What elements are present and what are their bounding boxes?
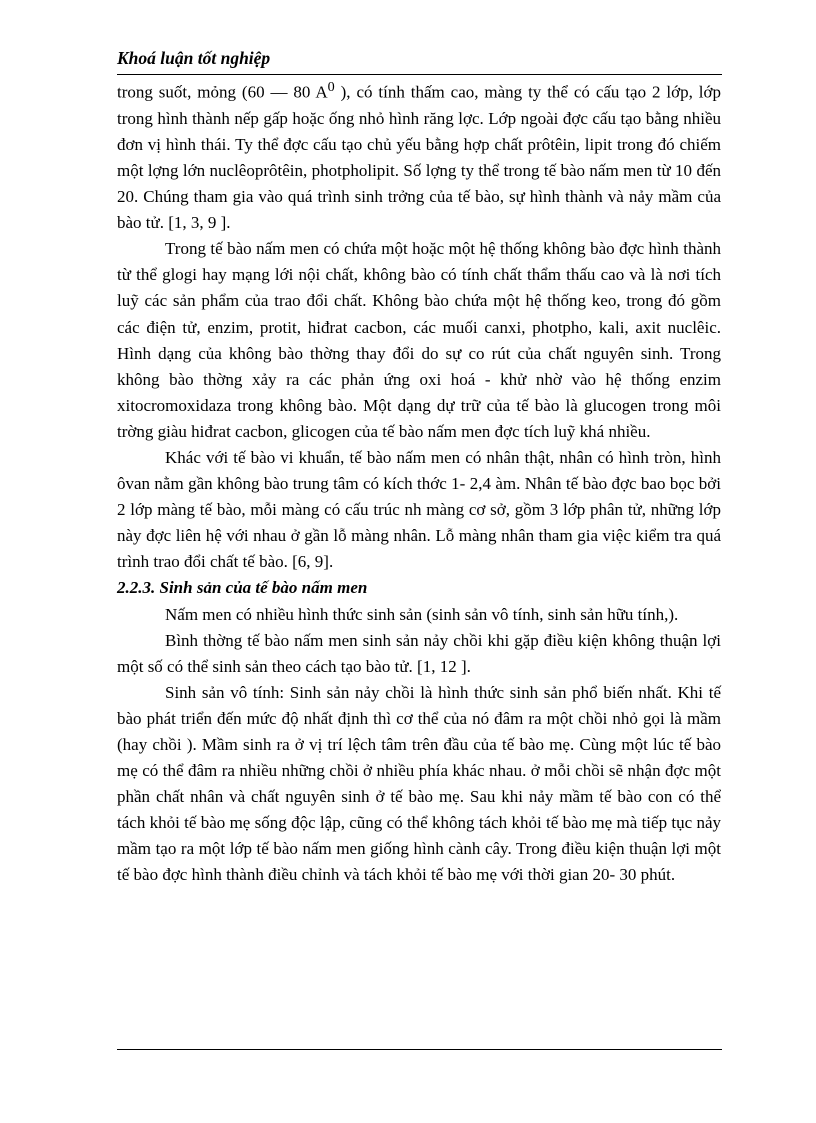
header-title: Khoá luận tốt nghiệp (117, 48, 271, 68)
page-content (117, 74, 721, 889)
paragraph-vacuole: Trong tế bào nấm men có chứa một hoặc một hệ thống không bào đợc hình thành từ thể glogi hay mạng lới nội chất, không bào có tính chất thẩm thấu cao và là nơi tích luỹ các sản phẩm của trao đổi chất. Không bào chứa một hệ thống keo, trong đó gồm các điện tử, enzim, protit, hiđrat cacbon, các muối canxi, photpho, kali, axit nuclêic. Hình dạng của không bào thờng thay đổi do sự co rút của chất nguyên sinh. Trong không bào thờng xảy ra các phản ứng oxi hoá - khử nhờ vào hệ thống enzim xitocromoxidaza trong không bào. Một dạng dự trữ của tế bào là glucogen trong môi trờng giàu hiđrat cacbon, glicogen của tế bào nấm men đợc tích luỹ khá nhiều. (117, 239, 721, 441)
section-heading: 2.2.3. Sinh sản của tế bào nấm men (117, 578, 368, 598)
paragraph-budding: Bình thờng tế bào nấm men sinh sản nảy chồi khi gặp điều kiện không thuận lợi một số có thể sinh sản theo cách tạo bào tử. [1, 12 ]. (117, 630, 721, 676)
paragraph-text: trong suốt, mỏng (60 — 80 A (117, 82, 328, 102)
footer-rule (117, 1049, 722, 1050)
superscript-zero: 0 (327, 79, 335, 95)
paragraph-mitochondria (117, 74, 721, 236)
paragraph-reproduction-forms: Nấm men có nhiều hình thức sinh sản (sinh sản vô tính, sinh sản hữu tính,). (165, 604, 679, 624)
paragraph-nucleus: Khác với tế bào vi khuẩn, tế bào nấm men có nhân thật, nhân có hình tròn, hình ôvan nằm gần không bào trung tâm có kích thớc 1- 2,4 àm. Nhân tế bào đợc bao bọc bởi 2 lớp màng tế bào, mỗi màng có cấu trúc nh màng cơ sở, gồm 3 lớp phân tử, những lớp này đợc liên hệ với nhau ở gần lỗ màng nhân. Lỗ màng nhân tham gia việc kiểm tra quá trình trao đổi chất tế bào. [6, 9]. (117, 447, 721, 572)
paragraph-asexual: Sinh sản vô tính: Sinh sản nảy chồi là hình thức sinh sản phổ biến nhất. Khi tế bào phát triển đến mức độ nhất định thì cơ thể của nó đâm ra một chồi nhỏ gọi là mầm (hay chồi ). Mầm sinh ra ở vị trí lệch tâm trên đầu của tế bào mẹ. Cùng một lúc tế bào mẹ có thể đâm ra nhiều những chồi ở nhiều phía khác nhau. ở mỗi chồi sẽ nhận đợc một phần chất nhân và chất nguyên sinh ở tế bào mẹ. Sau khi nảy mầm tế bào con có thể tách khỏi tế bào mẹ sống độc lập, cũng có thể không tách khỏi tế bào mẹ mà tiếp tục nảy mầm tạo ra một lớp tế bào nấm men giống hình cành cây. Trong điều kiện thuận lợi một tế bào đợc hình thành điều chỉnh và tách khỏi tế bào mẹ với thời gian 20- 30 phút. (117, 682, 721, 885)
paragraph-text: ), có tính thấm cao, màng ty thể có cấu tạo 2 lớp, lớp trong hình thành nếp gấp hoặc ống nhỏ hình răng lợc. Lớp ngoài đợc cấu tạo bằng nhiều đơn vị hình thái. Ty thể đợc cấu tạo chủ yếu bằng hợp chất prôtêin, lipit trong đó chiếm một lợng lớn nuclêoprôtêin, photpholipit. Số lợng ty thể trong tế bào nấm men từ 10 đến 20. Chúng tham gia vào quá trình sinh trởng của tế bào, sự hình thành và nảy mầm của bào tử. [1, 3, 9 ]. (117, 82, 721, 233)
